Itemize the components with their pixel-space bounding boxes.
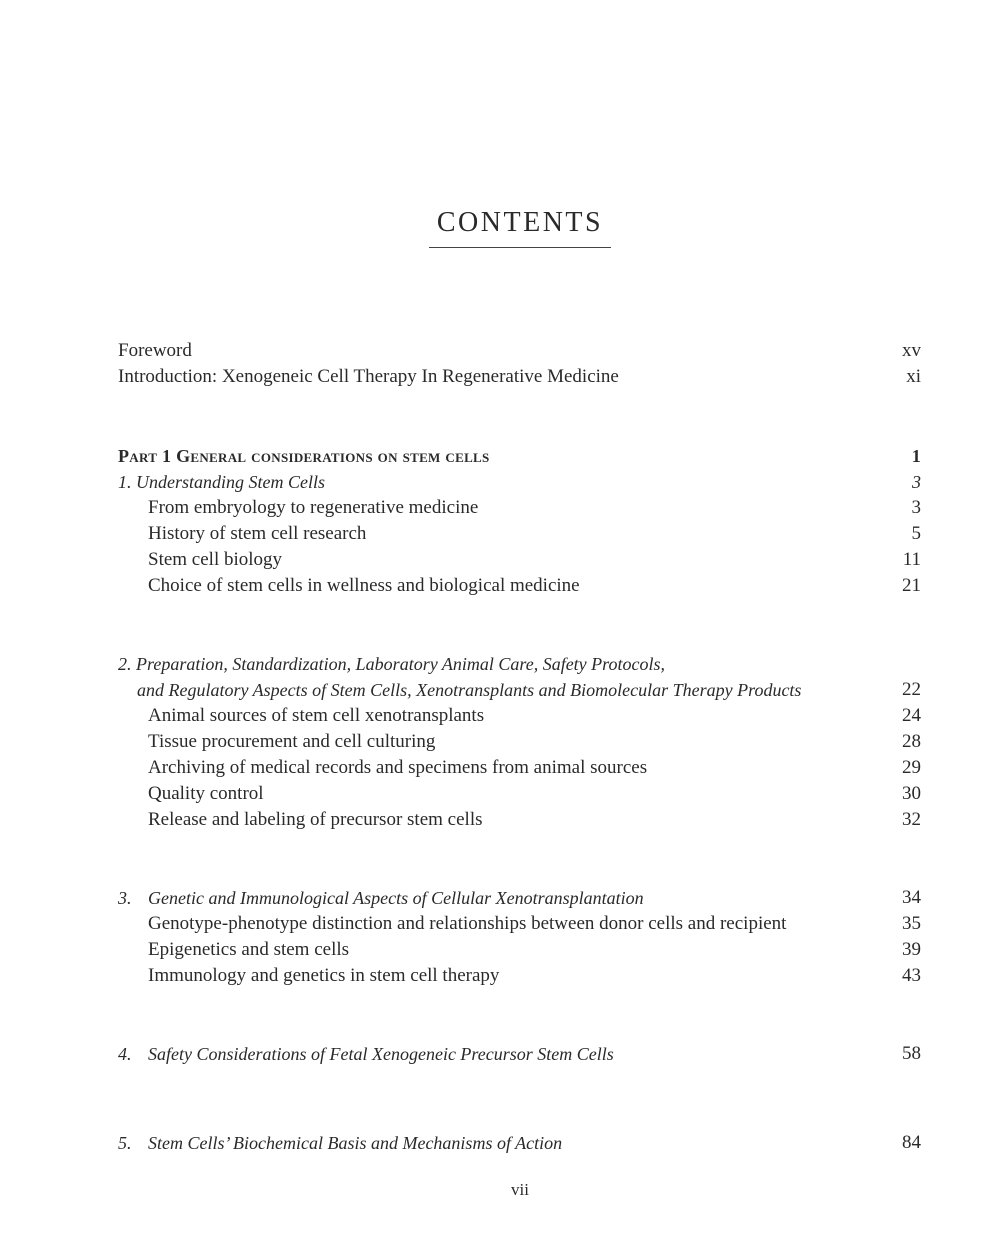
toc-chapter-4[interactable]: [0, 1041, 1000, 1067]
toc-chapter-page: 58: [902, 1043, 921, 1064]
toc-section-label: Stem cell biology: [148, 549, 283, 570]
toc-section-page: 35: [902, 913, 921, 934]
toc-chapter-2-line-2[interactable]: [0, 677, 1000, 703]
toc-section[interactable]: [0, 937, 1000, 963]
toc-section-label: From embryology to regenerative medicine: [148, 497, 479, 518]
toc-section[interactable]: [0, 547, 1000, 573]
toc-section-page: 39: [902, 939, 921, 960]
toc-chapter-5[interactable]: [0, 1130, 1000, 1156]
toc-chapter-page: 84: [902, 1132, 921, 1153]
toc-section[interactable]: [0, 573, 1000, 599]
toc-chapter-label: Safety Considerations of Fetal Xenogeneic Precursor Stem Cells: [148, 1044, 614, 1064]
page-title: CONTENTS: [436, 207, 604, 238]
toc-section[interactable]: [0, 703, 1000, 729]
toc-part-1[interactable]: [0, 443, 1000, 469]
toc-entry-label: Introduction: Xenogeneic Cell Therapy In Regenerative Medicine: [118, 366, 619, 387]
page-number: vii: [511, 1180, 529, 1199]
toc-chapter-label: 2. Preparation, Standardization, Laboratory Animal Care, Safety Protocols,: [118, 654, 665, 674]
toc-chapter-page: 22: [902, 679, 921, 700]
toc-section-page: 5: [911, 523, 921, 544]
toc-section-page: 28: [902, 731, 921, 752]
toc-section-label: Immunology and genetics in stem cell therapy: [148, 965, 500, 986]
toc-section-label: Epigenetics and stem cells: [148, 939, 350, 960]
toc-entry-page: xv: [902, 340, 921, 361]
toc-section[interactable]: [0, 495, 1000, 521]
toc-section-page: 3: [911, 497, 921, 518]
toc-section-page: 21: [902, 575, 921, 596]
toc-chapter-label: Genetic and Immunological Aspects of Cellular Xenotransplantation: [148, 888, 644, 908]
toc-section-page: 24: [902, 705, 921, 726]
toc-section-page: 32: [902, 809, 921, 830]
toc-chapter-page: 34: [902, 887, 921, 908]
toc-entry-label: Foreword: [118, 340, 192, 361]
toc-entry-introduction[interactable]: [0, 364, 1000, 390]
toc-chapter-page: 3: [912, 472, 921, 492]
toc-section-label: History of stem cell research: [148, 523, 367, 544]
toc-section-page: 30: [902, 783, 921, 804]
toc-section-label: Release and labeling of precursor stem cells: [148, 809, 483, 830]
toc-chapter-number: 3.: [118, 888, 132, 908]
toc-section-label: Genotype-phenotype distinction and relationships between donor cells and recipient: [148, 913, 787, 934]
toc-section[interactable]: [0, 781, 1000, 807]
toc-section-label: Choice of stem cells in wellness and biological medicine: [148, 575, 580, 596]
toc-part-label: Part 1 General considerations on stem cells: [118, 446, 490, 466]
toc-section-page: 29: [902, 757, 921, 778]
toc-section-page: 11: [902, 549, 921, 570]
toc-section[interactable]: [0, 521, 1000, 547]
toc-section-label: Tissue procurement and cell culturing: [148, 731, 436, 752]
toc-chapter-label: Stem Cells’ Biochemical Basis and Mechanisms of Action: [148, 1133, 563, 1153]
toc-entry-page: xi: [906, 366, 921, 387]
toc-chapter-3[interactable]: [0, 885, 1000, 911]
toc-section[interactable]: [0, 911, 1000, 937]
toc-section-label: Animal sources of stem cell xenotransplants: [148, 705, 485, 726]
toc-part-page: 1: [911, 446, 921, 466]
toc-section-label: Archiving of medical records and specimens from animal sources: [148, 757, 648, 778]
toc-chapter-2-line-1[interactable]: [0, 651, 1000, 677]
toc-section[interactable]: [0, 963, 1000, 989]
toc-chapter-number: 5.: [118, 1133, 132, 1153]
toc-section[interactable]: [0, 807, 1000, 833]
toc-section-label: Quality control: [148, 783, 264, 804]
toc-chapter-1[interactable]: [0, 469, 1000, 495]
toc-section[interactable]: [0, 755, 1000, 781]
title-underline: [429, 247, 611, 248]
toc-section[interactable]: [0, 729, 1000, 755]
toc-chapter-label: and Regulatory Aspects of Stem Cells, Xenotransplants and Biomolecular Therapy Products: [137, 680, 802, 700]
toc-chapter-number: 4.: [118, 1044, 132, 1064]
toc-entry-foreword[interactable]: [0, 338, 1000, 364]
toc-chapter-label: 1. Understanding Stem Cells: [118, 472, 325, 492]
toc-section-page: 43: [902, 965, 921, 986]
